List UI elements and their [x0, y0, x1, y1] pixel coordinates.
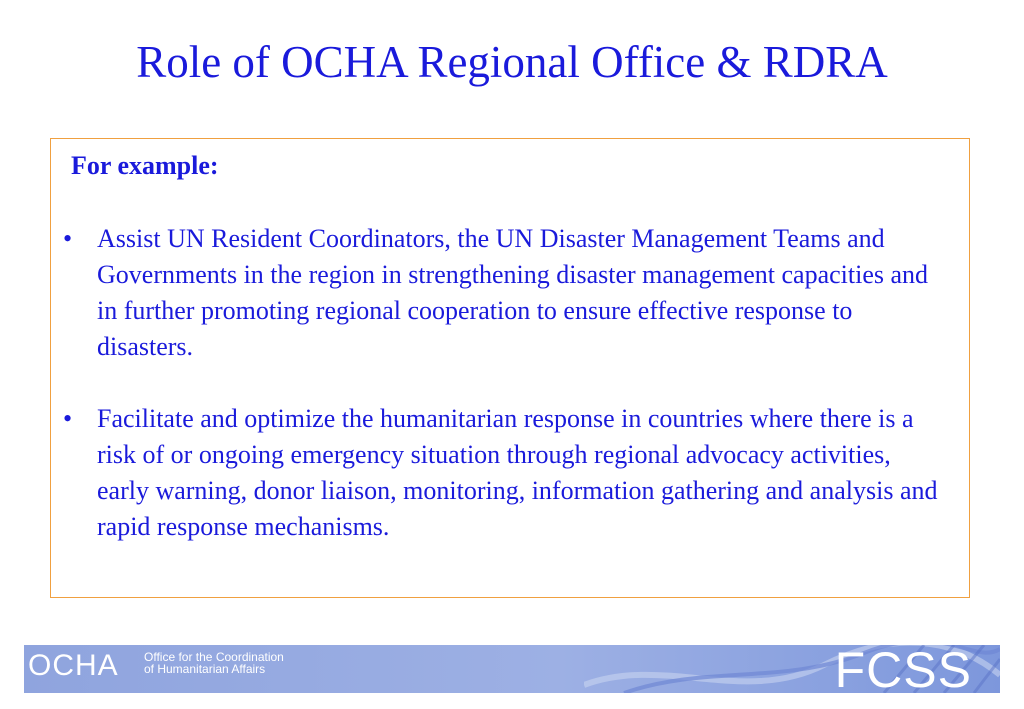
bullet-text: Assist UN Resident Coordinators, the UN Disaster Management Teams and Governments in the region in strengthening disaster management capacities and in further promoting regional cooperation to ensure effective response to disasters.: [97, 224, 929, 361]
bullet-item: [51, 401, 971, 545]
bullet-text: Facilitate and optimize the humanitarian response in countries where there is a risk of or ongoing emergency situation through regional advocacy activities, early warning, donor liaison, monitoring, information gathering and analysis and rapid response mechanisms.: [97, 404, 938, 541]
bullet-icon: •: [63, 224, 73, 253]
bullet-icon: •: [63, 404, 73, 433]
bullet-list: [51, 221, 971, 581]
ocha-logo: OCHA: [28, 649, 119, 682]
slide-title: Role of OCHA Regional Office & RDRA: [136, 37, 888, 87]
ocha-subtitle-line2: of Humanitarian Affairs: [144, 662, 266, 676]
ocha-subtitle: [144, 651, 284, 675]
footer-bar: [24, 645, 1000, 693]
content-box: [50, 138, 970, 598]
fcss-logo: FCSS: [834, 645, 972, 693]
example-heading: For example:: [71, 151, 219, 180]
ocha-subtitle-line1: Office for the Coordination: [144, 650, 284, 664]
bullet-item: [51, 221, 971, 365]
